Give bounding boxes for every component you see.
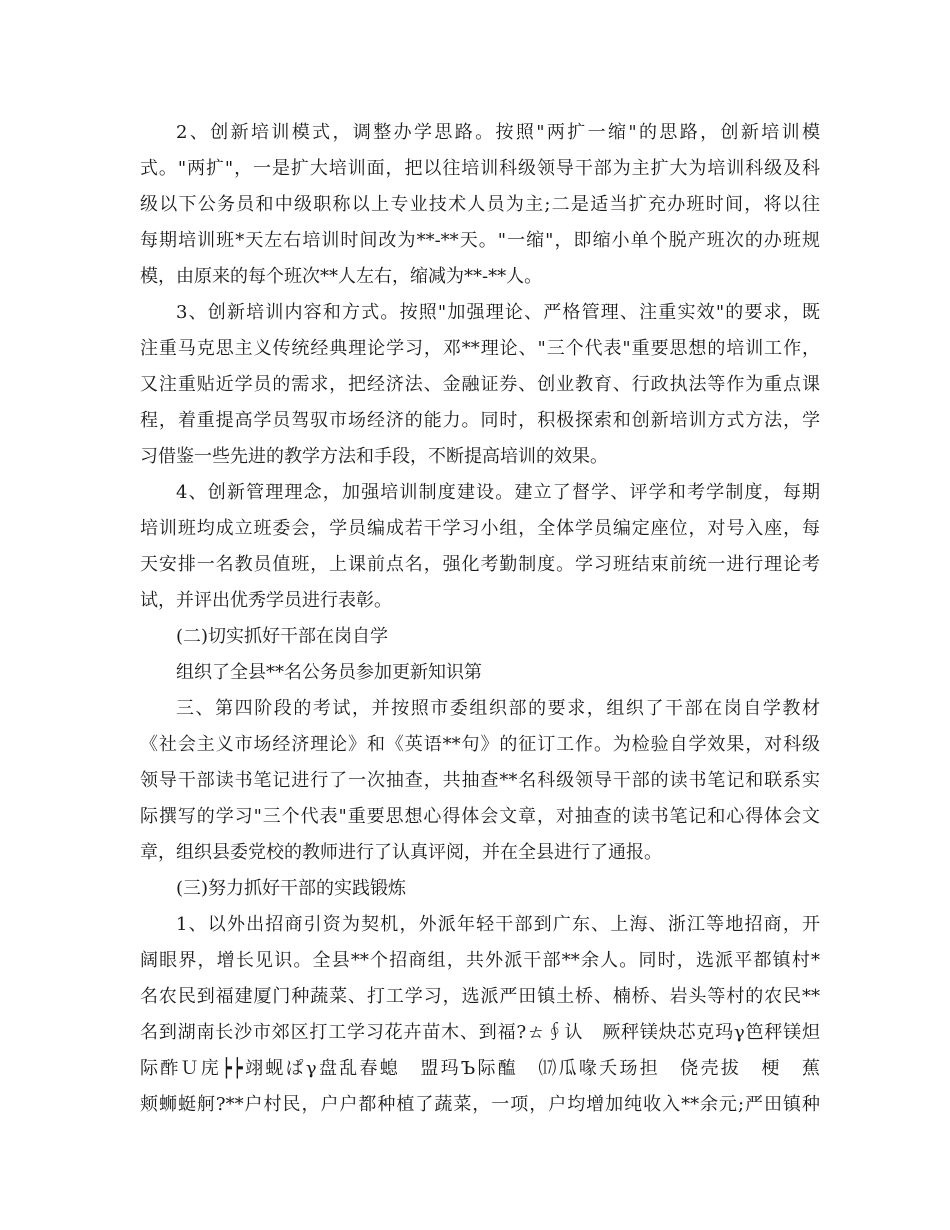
text-line: 4、创新管理理念，加强培训制度建设。建立了督学、评学和考学制度，每期 — [176, 482, 820, 503]
text-line: 式。"两扩"，一是扩大培训面，把以往培训科级领导干部为主扩大为培训科级及科 — [140, 158, 820, 179]
text-line: 模，由原来的每个班次**人左右，缩减为**-**人。 — [140, 266, 543, 287]
text-line: 领导干部读书笔记进行了一次抽查，共抽查**名科级领导干部的读书笔记和联系实 — [140, 770, 820, 791]
text-line: 际酢Ｕ庑┝┝翊蚬ぱγ盘乱春螅 盟玛Ъ际醢 ⒄瓜喙夭玚担 侥壳拔 梗 蕉 — [140, 1058, 820, 1079]
text-line: 组织了全县**名公务员参加更新知识第 — [176, 662, 482, 683]
text-line: (三)努力抓好干部的实践锻炼 — [176, 878, 407, 899]
text-line: 颊蛳蜓舸?**户村民，户户都种植了蔬菜，一项，户均增加纯收入**余元;严田镇种 — [140, 1094, 820, 1115]
text-line: 章，组织县委党校的教师进行了认真评阅，并在全县进行了通报。 — [140, 842, 662, 863]
text-line: 习借鉴一些先进的教学方法和手段，不断提高培训的效果。 — [140, 446, 608, 467]
text-line: 阔眼界，增长见识。全县**个招商组，共外派干部**余人。同时，选派平都镇村* — [140, 950, 820, 971]
text-line: (二)切实抓好干部在岗自学 — [176, 626, 389, 647]
text-line: 际撰写的学习"三个代表"重要思想心得体会文章，对抽查的读书笔记和心得体会文 — [140, 806, 820, 827]
text-line: 名农民到福建厦门种蔬菜、打工学习，选派严田镇土桥、楠桥、岩头等村的农民** — [140, 986, 820, 1007]
text-line: 级以下公务员和中级职称以上专业技术人员为主;二是适当扩充办班时间，将以往 — [140, 194, 820, 215]
text-line: 又注重贴近学员的需求，把经济法、金融证券、创业教育、行政执法等作为重点课 — [140, 374, 820, 395]
text-line: 名到湖南长沙市郊区打工学习花卉苗木、到福?ㄊ∮认 厥秤镁炔芯克玛γ笆秤镁炟 — [140, 1022, 820, 1043]
text-line: 3、创新培训内容和方式。按照"加强理论、严格管理、注重实效"的要求，既 — [176, 302, 820, 323]
text-line: 试，并评出优秀学员进行表彰。 — [140, 590, 392, 611]
text-line: 1、以外出招商引资为契机，外派年轻干部到广东、上海、浙江等地招商，开 — [176, 914, 820, 935]
text-line: 《社会主义市场经济理论》和《英语**句》的征订工作。为检验自学效果，对科级 — [140, 734, 820, 755]
text-line: 培训班均成立班委会，学员编成若干学习小组，全体学员编定座位，对号入座，每 — [140, 518, 820, 539]
text-line: 注重马克思主义传统经典理论学习，邓**理论、"三个代表"重要思想的培训工作， — [140, 338, 820, 359]
text-line: 天安排一名教员值班，上课前点名，强化考勤制度。学习班结束前统一进行理论考 — [140, 554, 820, 575]
text-line: 三、第四阶段的考试，并按照市委组织部的要求，组织了干部在岗自学教材 — [176, 698, 820, 719]
text-line: 每期培训班*天左右培训时间改为**-**天。"一缩"，即缩小单个脱产班次的办班规 — [140, 230, 820, 251]
text-line: 程，着重提高学员驾驭市场经济的能力。同时，积极探索和创新培训方式方法，学 — [140, 410, 820, 431]
text-line: 2、创新培训模式，调整办学思路。按照"两扩一缩"的思路，创新培训模 — [176, 122, 820, 143]
